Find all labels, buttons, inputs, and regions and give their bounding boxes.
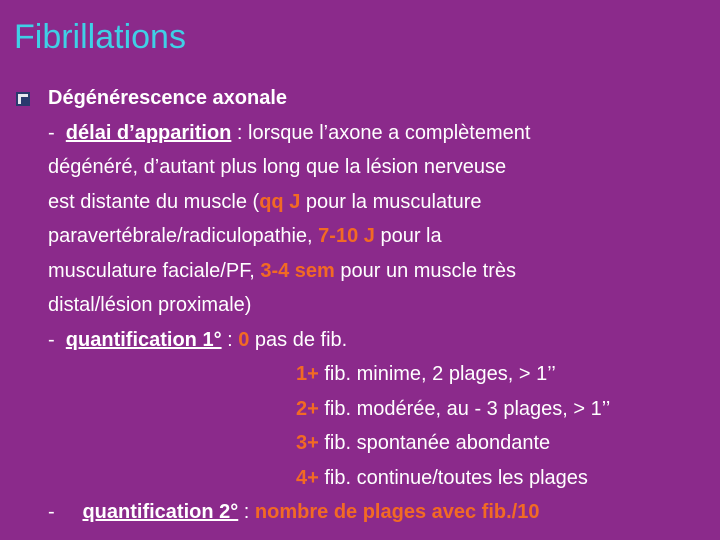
- square-bullet-icon: [16, 92, 30, 106]
- delai-text-4a: paravertébrale/radiculopathie,: [48, 225, 319, 247]
- quant1-level: [48, 392, 708, 427]
- delai-text-1: : lorsque l’axone a complètement: [231, 121, 531, 144]
- dash: -: [48, 121, 55, 144]
- quant1-grade-text: pas de fib.: [249, 328, 348, 351]
- delai-710: 7-10 J: [318, 225, 375, 247]
- quant2-sep: :: [238, 501, 255, 523]
- quant1-line: [48, 323, 708, 358]
- dash: -: [48, 328, 55, 351]
- quant1-grade: 3+: [296, 432, 319, 454]
- quant1-label: quantification 1°: [65, 328, 222, 351]
- quant1-grade-text: fib. spontanée abondante: [318, 432, 551, 454]
- dash: -: [48, 501, 55, 523]
- quant1-grade-text: fib. continue/toutes les plages: [318, 466, 588, 489]
- delai-line-6: distal/lésion proximale): [48, 294, 252, 316]
- delai-line-2: dégénéré, d’autant plus long que la lésion nerveuse: [48, 156, 507, 178]
- quant2-line: [48, 495, 708, 530]
- quant1-grade-text: fib. modérée, au - 3 plages, > 1’’: [318, 397, 611, 420]
- quant1-grade: 4+: [296, 466, 319, 489]
- delai-line-1: [48, 116, 708, 151]
- quant1-sep: :: [221, 328, 239, 351]
- quant1-level: [48, 357, 708, 392]
- quant2-value: nombre de plages avec fib./10: [254, 501, 540, 523]
- quant1-grade-text: fib. minime, 2 plages, > 1’’: [318, 363, 556, 385]
- slide-body: [48, 81, 708, 530]
- delai-line-4: [48, 219, 708, 254]
- delai-text-3b: pour la musculature: [300, 190, 482, 213]
- delai-line-3: [48, 185, 708, 220]
- quant1-level: [48, 426, 708, 461]
- quant1-level: [48, 461, 708, 496]
- delai-qqj: qq J: [259, 190, 301, 213]
- slide-title: Fibrillations: [14, 18, 186, 56]
- quant1-grade: 2+: [296, 397, 319, 420]
- delai-text-5a: musculature faciale/PF,: [48, 259, 261, 282]
- quant1-grade: 1+: [296, 363, 319, 385]
- delai-text-3a: est distante du muscle (: [48, 190, 260, 213]
- delai-label: délai d’apparition: [65, 121, 232, 144]
- quant1-grade: 0: [238, 328, 250, 351]
- delai-text-5b: pour un muscle très: [334, 259, 517, 282]
- delai-34: 3-4 sem: [260, 259, 335, 282]
- delai-text-4b: pour la: [374, 225, 442, 247]
- delai-line-5: [48, 254, 708, 289]
- quant2-label: quantification 2°: [82, 501, 239, 523]
- bullet-heading: Dégénérescence axonale: [48, 87, 288, 109]
